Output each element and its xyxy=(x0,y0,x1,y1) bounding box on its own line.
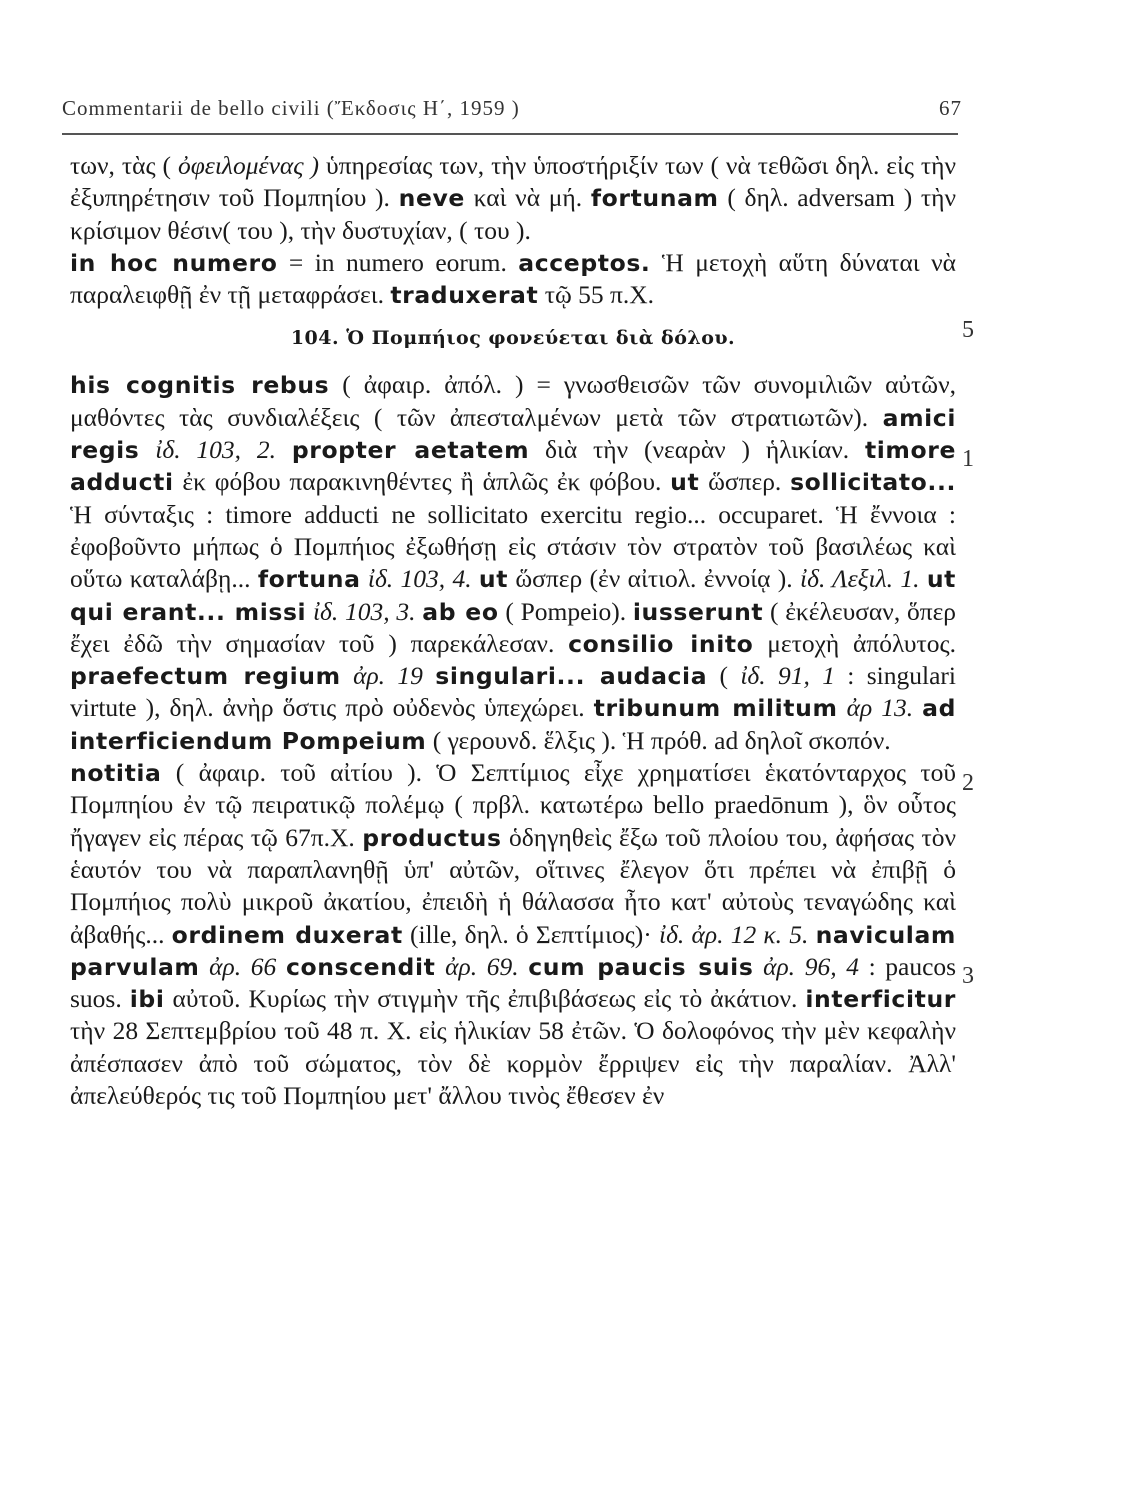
lemma: notitia xyxy=(70,759,162,788)
text-run xyxy=(341,661,353,690)
italic-term: ὀφειλομένας ) xyxy=(177,151,320,180)
text-run xyxy=(519,952,529,981)
text-run: ( xyxy=(707,661,741,691)
margin-line-number: 3 xyxy=(962,963,974,989)
reference: ἰδ. ἀρ. 12 κ. 5. xyxy=(658,919,809,949)
text-run: ( γερουνδ. ἕλξις ). Ἡ πρόθ. ad δηλοῖ σκοπόν. xyxy=(426,725,891,755)
lemma: ut xyxy=(478,565,509,594)
reference: ἰδ. 103, 2. xyxy=(155,435,276,465)
lemma: acceptos. xyxy=(518,248,651,277)
text-run: ὑπηρεσίας των, τὴν ὑποστήριξίν των ( νὰ τεθῶσι δηλ. εἰς τὴν ἐξυπηρέτησιν τοῦ Πομπηίου ). xyxy=(70,151,956,213)
lemma: interficitur xyxy=(805,985,956,1014)
lemma: neve xyxy=(398,184,465,213)
commentary-text xyxy=(70,150,956,1112)
text-run: ( ἐκέλευσαν, ὅπερ ἔχει ἐδῶ τὴν σημασίαν τοῦ ) παρεκάλεσαν. xyxy=(70,596,957,658)
text-run: των, τὰς ( xyxy=(70,151,178,180)
lemma: productus xyxy=(362,823,502,852)
paragraph xyxy=(70,150,956,247)
lemma: fortunam xyxy=(590,184,719,213)
lemma: ut xyxy=(670,468,700,497)
text-run: διὰ τὴν (νεαρὰν ) ἡλικίαν. xyxy=(529,435,865,465)
reference: ἀρ. 66 xyxy=(209,951,277,981)
text-run xyxy=(306,597,313,626)
lemma: traduxerat xyxy=(390,281,539,310)
text-run: ( Pompeio). xyxy=(498,596,633,626)
lemma: naviculam parvulam xyxy=(70,920,956,981)
lemma: timore adducti xyxy=(70,436,956,497)
lemma: ordinem duxerat xyxy=(171,920,403,949)
reference: ἀρ 13. xyxy=(846,693,914,723)
text-run: : paucos suos. xyxy=(70,951,957,1014)
text-run: Ἡ σύνταξις : timore adducti ne sollicitato exercitu regio... occuparet. Ἡ ἔννοια : ἐφοβοῦντο μήπως ὁ Πομπήιος ἐξωθήσῃ εἰς στάσιν τὸν στρατὸν τοῦ βασιλέως καὶ οὕτω καταλάβῃ... xyxy=(70,499,956,594)
text-run xyxy=(808,920,815,949)
lemma: in hoc numero xyxy=(70,248,278,277)
text-run: ( ἀφαιρ. ἀπόλ. ) = γνωσθεισῶν τῶν συνομιλιῶν αὐτῶν, μαθόντες τὰς συνδιαλέξεις ( τῶν ἀπεσταλμένων μετὰ τῶν στρατιωτῶν). xyxy=(70,370,956,432)
lemma: cum paucis suis xyxy=(528,952,754,981)
lemma: conscendit xyxy=(285,952,436,981)
lemma: amici regis xyxy=(70,403,956,465)
lemma: sollicitato... xyxy=(790,468,956,497)
lemma: singulari... audacia xyxy=(435,662,708,691)
text-run: ὥσπερ (ἐν αἰτιολ. ἐννοίᾳ ). xyxy=(508,564,800,594)
text-run: = in numero eorum. xyxy=(277,247,519,277)
running-title: Commentarii de bello civili (Ἔκδοσις Η΄, 1959 ) xyxy=(62,96,520,120)
text-run: ὥσπερ. xyxy=(699,467,791,497)
margin-line-number: 1 xyxy=(962,446,974,472)
header-rule xyxy=(62,133,958,135)
text-run: καὶ νὰ μή. xyxy=(464,183,591,213)
text-run xyxy=(361,564,368,593)
reference: ἀρ. 69. xyxy=(445,951,519,981)
text-run: ( δηλ. adversam ) τὴν κρίσιμον θέσιν( του ), τὴν δυστυχίαν, ( του ). xyxy=(70,183,956,245)
text-run: μετοχὴ ἀπόλυτος. xyxy=(753,628,957,658)
paragraph xyxy=(70,757,956,1112)
text-run xyxy=(139,435,155,464)
text-run xyxy=(472,564,479,593)
lemma: his cognitis rebus xyxy=(70,371,330,400)
text-run xyxy=(753,952,763,981)
text-run: τὴν 28 Σεπτεμβρίου τοῦ 48 π. Χ. εἰς ἡλικίαν 58 ἐτῶν. Ὁ δολοφόνος τὴν μὲν κεφαλὴν ἀπέσπασεν ἀπὸ τοῦ σώματος, τὸν δὲ κορμὸν ἔρριψεν εἰς τὴν παραλίαν. Ἀλλ' ἀπελεύθερός τις τοῦ Πομπηίου μετ' ἄλλου τινὸς ἔθεσεν ἐν xyxy=(70,1016,956,1111)
reference: ἰδ. 103, 3. xyxy=(312,596,416,626)
lemma: praefectum regium xyxy=(70,662,341,691)
text-run xyxy=(200,952,210,981)
running-header xyxy=(62,96,962,130)
lemma: propter aetatem xyxy=(291,436,530,465)
reference: ἀρ. 19 xyxy=(353,661,423,691)
lemma: ut qui erant... missi xyxy=(70,565,956,626)
section-heading: 104. Ὁ Πομπήιος φονεύεται διὰ δόλου. xyxy=(290,327,736,350)
text-run xyxy=(913,693,922,722)
text-run: Ἡ μετοχὴ αὕτη δύναται νὰ παραλειφθῇ ἐν τῇ μεταφράσει. xyxy=(70,247,956,310)
page-number: 67 xyxy=(939,96,962,120)
text-run xyxy=(276,435,292,464)
lemma: consilio inito xyxy=(568,629,754,658)
text-run xyxy=(920,564,927,593)
lemma: fortuna xyxy=(257,565,361,594)
text-run: αὐτοῦ. Κυρίως τὴν στιγμὴν τῆς ἐπιβιβάσεως εἰς τὸ ἀκάτιον. xyxy=(164,984,806,1014)
text-run: ( ἀφαιρ. τοῦ αἰτίου ). Ὁ Σεπτίμιος εἶχε χρηματίσει ἑκατόνταρχος τοῦ Πομπηίου ἐν τῷ πειρατικῷ πολέμῳ ( πρβλ. κατωτέρω bello praedōnum ), ὃν οὗτος ἤγαγεν εἰς πέρας τῷ 67π.Χ. xyxy=(70,758,956,852)
text-run xyxy=(423,661,435,690)
paragraph xyxy=(70,369,956,757)
lemma: ab eo xyxy=(422,597,499,626)
text-run xyxy=(838,693,847,722)
text-run: ἐκ φόβου παρακινηθέντες ἢ ἁπλῶς ἐκ φόβου. xyxy=(173,467,671,497)
lemma: ad interficiendum Pompeium xyxy=(70,694,957,755)
text-run: (ille, δηλ. ὁ Σεπτίμιος)· xyxy=(402,919,659,949)
reference: ἰδ. 103, 4. xyxy=(367,564,472,594)
text-run xyxy=(435,952,445,981)
text-run: τῷ 55 π.Χ. xyxy=(538,280,655,310)
lemma: ibi xyxy=(129,985,165,1014)
text-run: ὁδηγηθεὶς ἔξω τοῦ πλοίου του, ἀφήσας τὸν ἑαυτόν του νὰ παραπλανηθῇ ὑπ' αὐτῶν, οἵτινες ἔλεγον ὅτι πρέπει νὰ ἐπιβῇ ὁ Πομπήιος πολὺ μικροῦ ἀκατίου, ἐπειδὴ ἡ θάλασσα ἦτο κατ' αὐτοὺς τεναγώδης καὶ ἀβαθής... xyxy=(70,822,957,949)
paragraph xyxy=(70,247,956,312)
lemma: iusserunt xyxy=(632,597,764,626)
text-run: : singulari virtute ), δηλ. ἀνὴρ ὅστις πρὸ οὐδενὸς ὑπεχώρει. xyxy=(70,661,956,723)
margin-line-number: 2 xyxy=(962,770,974,796)
lemma: tribunum militum xyxy=(593,694,838,723)
reference: ἰδ. Λεξιλ. 1. xyxy=(800,564,920,594)
reference: ἀρ. 96, 4 xyxy=(763,951,859,981)
text-run xyxy=(276,952,286,981)
reference: ἰδ. 91, 1 xyxy=(740,661,835,691)
margin-line-number: 5 xyxy=(962,317,974,343)
